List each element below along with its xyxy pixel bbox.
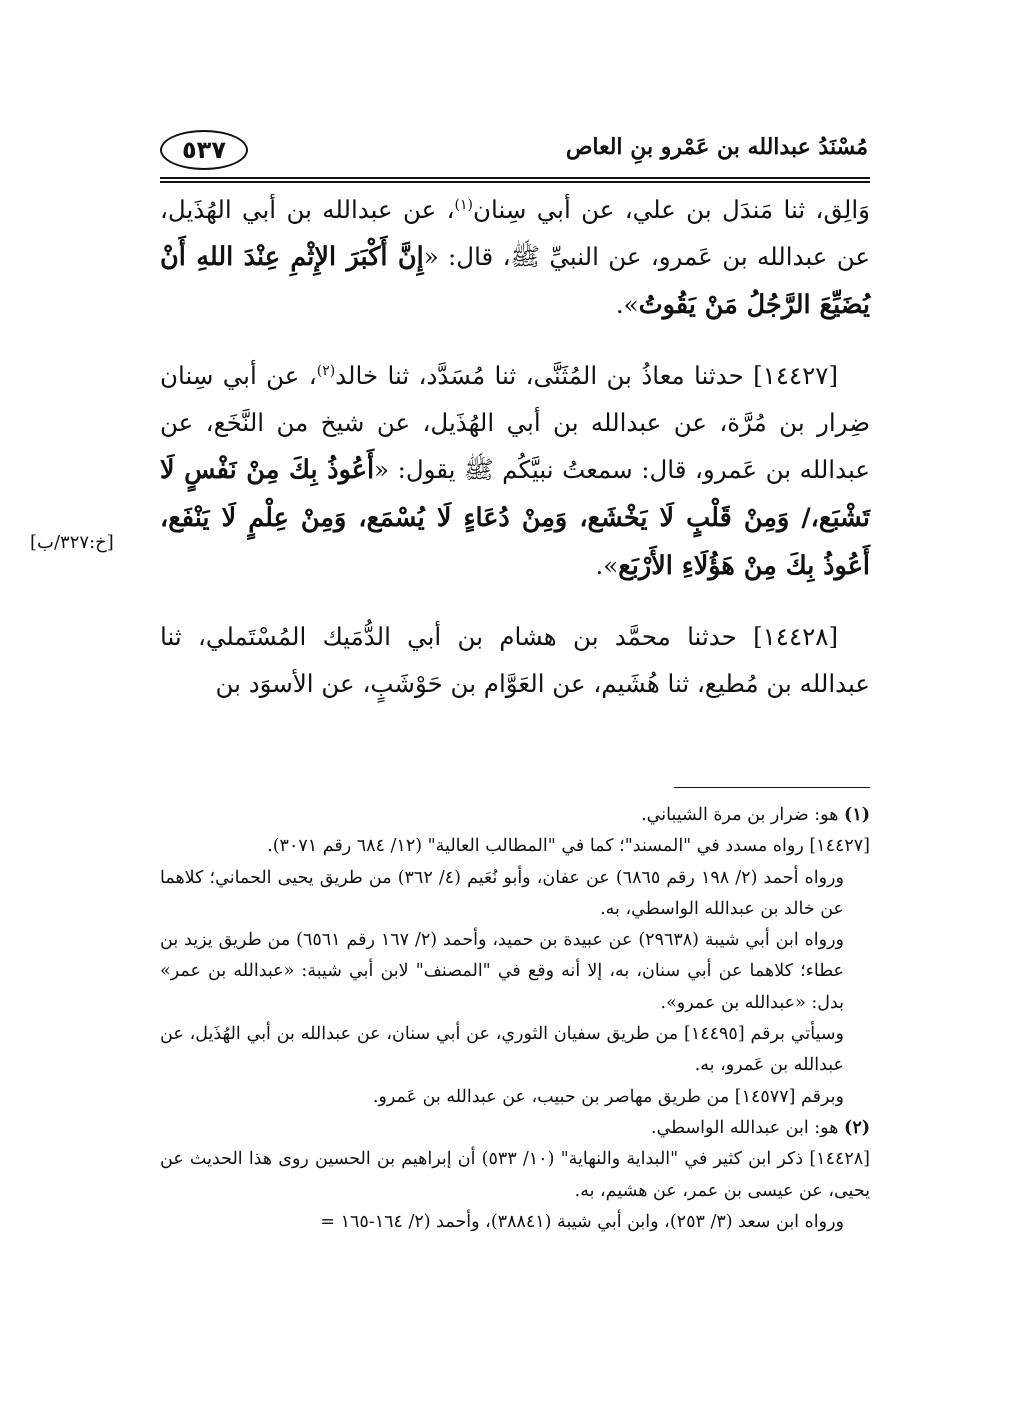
footnote-14427-cross-ref-14577: وبرقم [١٤٥٧٧] من طريق مهاصر بن حبيب، عن عبدالله بن عَمرو.	[372, 1086, 844, 1107]
hadith-matn: أَعُوذُ بِكَ مِنْ نَفْسٍ لَا تَشْبَع،/ وَمِنْ قَلْبٍ لَا يَخْشَع، وَمِنْ دُعَاءٍ لَا يُسْمَع، وَمِنْ عِلْمٍ لَا يَنْفَع، أَعُوذُ بِكَ مِنْ هَؤُلَاءِ الأَرْبَع	[160, 455, 870, 581]
footnote-14427-ahmad: ورواه أحمد (٢/ ١٩٨ رقم ٦٨٦٥) عن عفان، وأبو نُعَيم (٤/ ٣٦٢) من طريق يحيى الحماني؛ كلاهما عن خالد بن عبدالله الواسطي، به.	[160, 867, 844, 919]
footnote-1: (١) هو: ضرار بن مرة الشيباني.	[641, 805, 870, 825]
header-rule-bottom	[160, 181, 870, 183]
footnote-14428: [١٤٤٢٨] ذكر ابن كثير في "البداية والنهاية" (١٠/ ٥٣٣) أن إبراهيم بن الحسين روى هذا الحديث عن يحيى، عن عيسى بن عمر، عن هشيم، به.	[160, 1149, 870, 1201]
footnote-14427-ibn-abi-shayba: ورواه ابن أبي شيبة (٢٩٦٣٨) عن عبيدة بن حميد، وأحمد (٢/ ١٦٧ رقم ٦٥٦١) من طريق يزيد بن عطاء؛ كلاهما عن أبي سنان، به، إلا أنه وقع في "المصنف" لابن أبي شيبة: «عبدالله بن عمر» بدل: «عبدالله بن عمرو».	[160, 930, 844, 1013]
page-header	[160, 128, 870, 176]
main-text	[160, 186, 870, 707]
header-rule-top	[160, 177, 870, 179]
footnote-2: (٢) هو: ابن عبدالله الواسطي.	[651, 1117, 870, 1138]
footnote-marker-1: (١)	[454, 196, 474, 213]
paragraph-hadith-14428: [١٤٤٢٨] حدثنا محمَّد بن هشام بن أبي الدُّمَيك المُسْتَملي، ثنا عبدالله بن مُطيع، ثنا هُشَيم، عن العَوَّام بن حَوْشَبٍ، عن الأسوَد بن	[160, 622, 870, 698]
hadith-matn: إِنَّ أَكْبَرَ الإِثْمِ عِنْدَ اللهِ أَنْ يُضَيِّعَ الرَّجُلُ مَنْ يَقُوتُ	[160, 242, 870, 320]
footnote-14427: [١٤٤٢٧] رواه مسدد في "المسند"؛ كما في "المطالب العالية" (١٢/ ٦٨٤ رقم ٣٠٧١).	[267, 836, 870, 857]
running-title: مُسْنَدُ عبدالله بن عَمْرو بنِ العاص	[565, 134, 868, 160]
footnote-separator	[674, 787, 870, 788]
paragraph-hadith-continuation: وَالِق، ثنا مَندَل بن علي، عن أبي سِنان$^{(١)}$، عن عبدالله بن أبي الهُذَيل، عن عبدالله بن عَمرو، عن النبيِّ ﷺ، قال: «إِنَّ أَكْبَرَ الإِثْمِ عِنْدَ اللهِ أَنْ يُضَيِّعَ الرَّجُلُ مَنْ يَقُوتُ».	[160, 195, 870, 320]
paragraph-hadith-14427: [١٤٤٢٧] حدثنا معاذُ بن المُثَنَّى، ثنا مُسَدَّد، ثنا خالد$^{(٢)}$، عن أبي سِنان ضِرار بن مُرَّة، عن عبدالله بن أبي الهُذَيل، عن شيخ من النَّخَع، عن عبدالله بن عَمرو، قال: سمعتُ نبيَّكُم ﷺ يقول: «أَعُوذُ بِكَ مِنْ نَفْسٍ لَا تَشْبَع،/ وَمِنْ قَلْبٍ لَا يَخْشَع، وَمِنْ دُعَاءٍ لَا يُسْمَع، وَمِنْ عِلْمٍ لَا يَنْفَع، أَعُوذُ بِكَ مِنْ هَؤُلَاءِ الأَرْبَع».	[160, 361, 870, 581]
footnotes	[160, 800, 870, 1238]
manuscript-folio-note: [خ:٣٢٧/ب]	[30, 532, 114, 553]
footnote-marker-2: (٢)	[316, 362, 336, 379]
footnote-14427-cross-ref-14495: وسيأتي برقم [١٤٤٩٥] من طريق سفيان الثوري، عن أبي سنان، عن عبدالله بن أبي الهُذَيل، عن عبدالله بن عَمرو، به.	[160, 1024, 844, 1076]
footnote-14428-sources: ورواه ابن سعد (٣/ ٢٥٣)، وابن أبي شيبة (٣٨٨٤١)، وأحمد (٢/ ١٦٤-١٦٥ =	[320, 1211, 844, 1232]
page-number: ٥٣٧	[160, 130, 248, 170]
